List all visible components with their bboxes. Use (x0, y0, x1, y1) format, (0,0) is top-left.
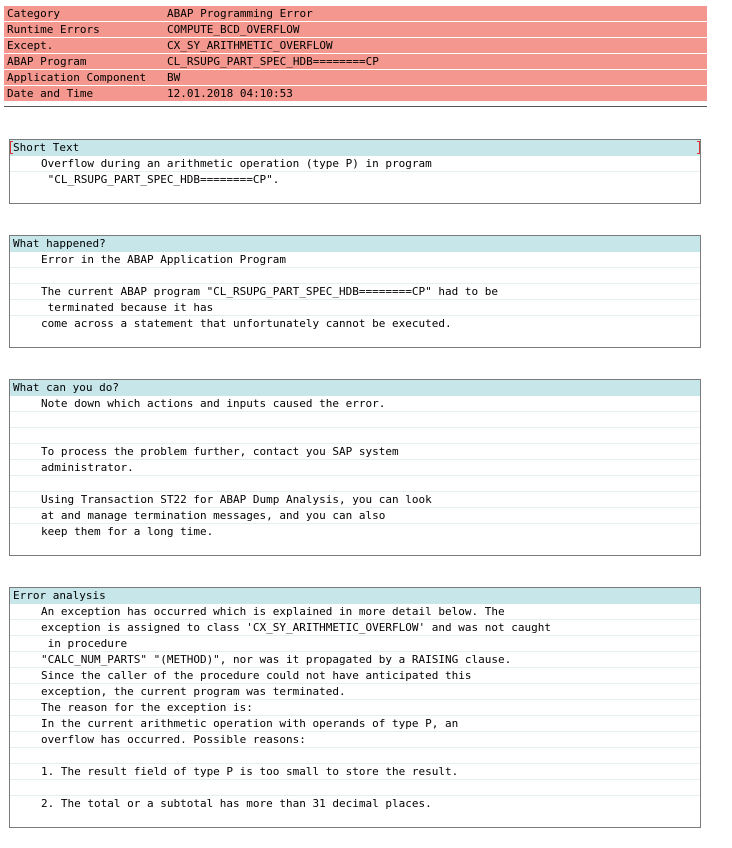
text-line: In the current arithmetic operation with operands of type P, an (10, 716, 700, 732)
header-label: Category (7, 7, 60, 20)
text-line (10, 428, 700, 444)
text-line: 2. The total or a subtotal has more than 31 decimal places. (41, 797, 432, 810)
text-line (10, 780, 700, 796)
header-label: Except. (7, 39, 54, 52)
section-title[interactable] (10, 140, 700, 156)
section-title (10, 588, 700, 604)
text-line: Note down which actions and inputs caused the error. (10, 396, 700, 412)
text-line: The reason for the exception is: (10, 700, 700, 716)
header-value: CL_RSUPG_PART_SPEC_HDB========CP (167, 55, 379, 68)
header-row-category (4, 6, 707, 22)
text-line: "CALC_NUM_PARTS" "(METHOD)", nor was it propagated by a RAISING clause. (10, 652, 700, 668)
header-label: Date and Time (7, 87, 94, 100)
text-line: Since the caller of the procedure could not have anticipated this (10, 668, 700, 684)
dump-header-table (4, 6, 707, 102)
section-error-analysis (9, 587, 701, 828)
text-line: Using Transaction ST22 for ABAP Dump Analysis, you can look (10, 492, 700, 508)
section-title-label: Error analysis (13, 589, 106, 602)
header-value: CX_SY_ARITHMETIC_OVERFLOW (167, 39, 333, 52)
section-what-happened (9, 235, 701, 348)
header-row-runtime-errors (4, 22, 707, 38)
header-value: ABAP Programming Error (167, 7, 313, 20)
header-value: 12.01.2018 04:10:53 (167, 87, 293, 100)
section-title-label: What happened? (13, 237, 106, 250)
section-title-label: What can you do? (13, 381, 119, 394)
text-line: To process the problem further, contact you SAP system (10, 444, 700, 460)
text-line: overflow has occurred. Possible reasons: (10, 732, 700, 748)
section-title (10, 380, 700, 396)
header-value: BW (167, 71, 181, 84)
text-line: The current ABAP program "CL_RSUPG_PART_SPEC_HDB========CP" had to be (10, 284, 700, 300)
text-line: "CL_RSUPG_PART_SPEC_HDB========CP". (41, 173, 280, 186)
header-row-date-time (4, 86, 707, 102)
text-line: terminated because it has (10, 300, 700, 316)
header-label: ABAP Program (7, 55, 87, 68)
text-line (10, 476, 700, 492)
header-label: Application Component (7, 71, 147, 84)
header-label: Runtime Errors (7, 23, 100, 36)
section-title-label: Short Text (13, 141, 80, 154)
text-cursor-right-icon (697, 141, 700, 154)
text-line: An exception has occurred which is explained in more detail below. The (10, 604, 700, 620)
text-line: exception is assigned to class 'CX_SY_ARITHMETIC_OVERFLOW' and was not caught (10, 620, 700, 636)
text-line: Error in the ABAP Application Program (10, 252, 700, 268)
header-value: COMPUTE_BCD_OVERFLOW (167, 23, 300, 36)
header-row-abap-program (4, 54, 707, 70)
text-line (10, 748, 700, 764)
text-cursor-left-icon (10, 141, 13, 154)
section-what-can-you-do (9, 379, 701, 556)
text-line: at and manage termination messages, and you can also (10, 508, 700, 524)
text-line: keep them for a long time. (41, 525, 214, 538)
text-line: exception, the current program was terminated. (10, 684, 700, 700)
text-line: 1. The result field of type P is too small to store the result. (10, 764, 700, 780)
text-line (10, 268, 700, 284)
section-short-text (9, 139, 701, 204)
text-line: Overflow during an arithmetic operation (type P) in program (10, 156, 700, 172)
section-title (10, 236, 700, 252)
text-line (10, 412, 700, 428)
text-line: in procedure (10, 636, 700, 652)
header-row-application-component (4, 70, 707, 86)
header-row-exception (4, 38, 707, 54)
text-line: administrator. (10, 460, 700, 476)
text-line: come across a statement that unfortunately cannot be executed. (41, 317, 452, 330)
header-divider (4, 106, 707, 107)
